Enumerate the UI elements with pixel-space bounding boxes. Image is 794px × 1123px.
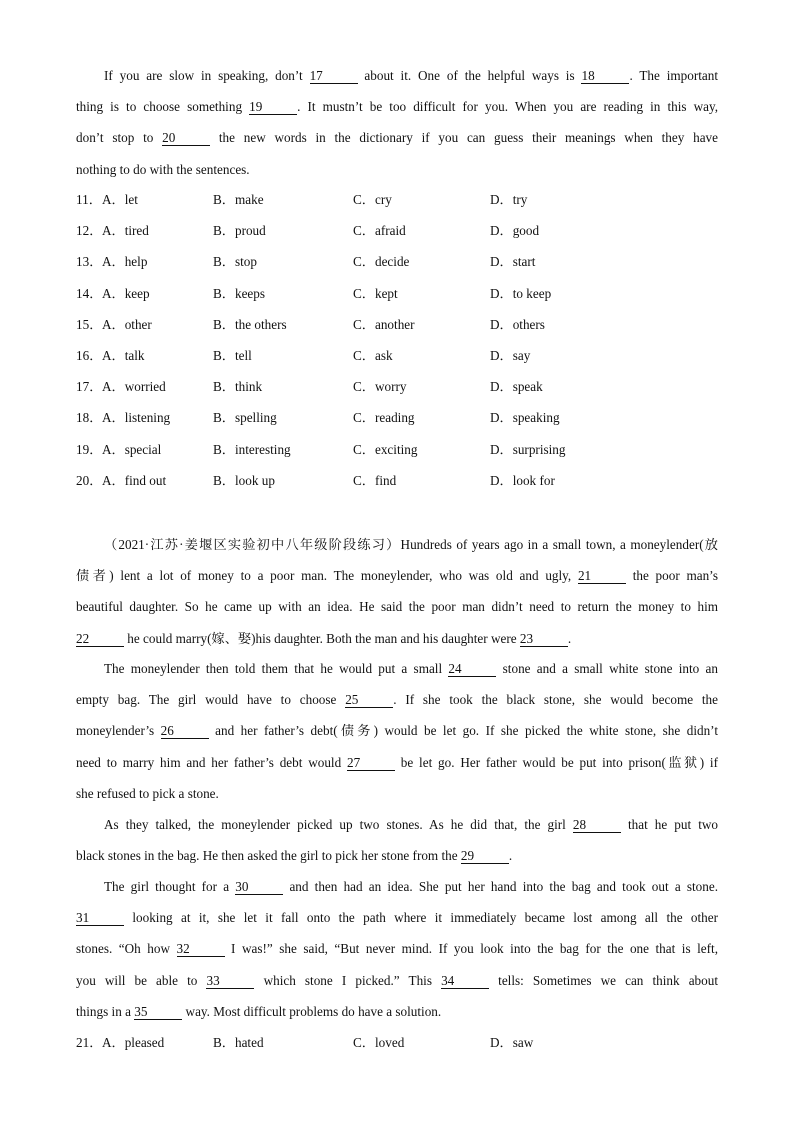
passage-line — [76, 154, 718, 185]
option-c[interactable]: C．cry — [353, 192, 392, 207]
passage-line — [76, 653, 718, 684]
option-c[interactable]: C．find — [353, 472, 397, 488]
answer-blank[interactable]: 18 — [581, 69, 629, 84]
passage-line — [76, 902, 718, 933]
answer-blank[interactable]: 33 — [206, 974, 254, 989]
passage-text: nothing to do with the sentences. — [76, 161, 250, 177]
option-b[interactable]: B．stop — [213, 254, 257, 270]
option-c[interactable]: C．afraid — [353, 223, 406, 239]
passage-text: and then had an idea. She put her hand into the bag and took out a stone. — [283, 879, 718, 894]
passage-line — [76, 840, 718, 871]
passage-text: about it. One of the helpful ways is — [357, 68, 582, 83]
passage-text: The moneylender then told them that he would put a small — [104, 661, 449, 676]
question-number: 16． — [76, 348, 103, 363]
answer-blank[interactable]: 34 — [441, 974, 489, 989]
answer-blank[interactable]: 28 — [573, 818, 621, 833]
answer-blank[interactable]: 24 — [448, 662, 496, 677]
passage-text: and her father’s debt(债务) would be let go. If she picked the white stone, she didn’t — [208, 723, 718, 739]
passage-line — [76, 623, 718, 654]
passage-line — [76, 122, 718, 153]
option-d[interactable]: D．to keep — [490, 285, 552, 301]
passage-text: moneylender’s — [76, 723, 161, 739]
option-b[interactable]: B．hated — [213, 1035, 264, 1050]
passage-text: I was!” she said, “But never mind. If you look into the bag for the one that is left, — [224, 941, 718, 957]
passage-text: The girl thought for a — [104, 879, 236, 894]
passage-text: stone and a small white stone into an — [496, 661, 718, 676]
option-d[interactable]: D．saw — [490, 1035, 534, 1050]
passage-text: he could marry(嫁、娶)his daughter. Both the man and his daughter were — [124, 630, 520, 646]
passage-text: things in a — [76, 1003, 135, 1019]
passage-line — [76, 778, 718, 809]
passage-2-para-1 — [76, 529, 718, 654]
answer-blank[interactable]: 23 — [520, 632, 568, 647]
passage-2-para-2 — [76, 653, 718, 809]
passage-text: . — [567, 630, 572, 646]
question-number: 15． — [76, 316, 103, 332]
passage-text: （2021·江苏·姜堰区实验初中八年级阶段练习）Hundreds of years ago in a small town, a moneylender(放 — [104, 537, 718, 552]
answer-blank[interactable]: 32 — [177, 942, 225, 957]
option-d[interactable]: D．look for — [490, 472, 555, 488]
answer-blank[interactable]: 30 — [235, 880, 283, 895]
option-a[interactable]: A．talk — [102, 348, 145, 363]
question-number: 17． — [76, 379, 103, 395]
passage-text: black stones in the bag. He then asked the girl to pick her stone from the — [76, 848, 461, 864]
passage-text: As they talked, the moneylender picked up two stones. As he did that, the girl — [104, 817, 573, 832]
option-a[interactable]: A．find out — [102, 472, 167, 488]
passage-text: . — [508, 848, 513, 864]
passage-text: . The important — [629, 68, 719, 83]
passage-text: stones. “Oh how — [76, 941, 177, 957]
answer-blank[interactable]: 21 — [578, 569, 626, 584]
option-c[interactable]: C．decide — [353, 254, 410, 270]
passage-text: which stone I picked.” This — [254, 972, 442, 988]
answer-blank[interactable]: 35 — [134, 1005, 182, 1020]
answer-blank[interactable]: 26 — [161, 724, 209, 739]
passage-2-para-3 — [76, 809, 718, 871]
passage-text: beautiful daughter. So he came up with an idea. He said the poor man didn’t need to return the money to him — [76, 599, 718, 615]
question-number: 18． — [76, 410, 103, 426]
passage-text: tells: Sometimes we can think about — [489, 972, 719, 988]
question-number: 14． — [76, 285, 103, 301]
question-number: 20． — [76, 472, 103, 488]
passage-text: need to marry him and her father’s debt would — [76, 754, 347, 770]
option-b[interactable]: B．tell — [213, 348, 252, 363]
option-a[interactable]: A．worried — [102, 379, 166, 395]
answer-blank[interactable]: 29 — [461, 849, 509, 864]
passage-text: that he put two — [620, 817, 718, 832]
option-c[interactable]: C．exciting — [353, 441, 418, 457]
question-number: 13． — [76, 254, 103, 270]
passage-line — [76, 60, 718, 91]
passage-text: the new words in the dictionary if you can guess their meanings when they have — [210, 130, 718, 146]
option-d[interactable]: D．say — [490, 348, 531, 363]
option-a[interactable]: A．help — [102, 254, 148, 270]
option-a[interactable]: A．let — [102, 192, 138, 207]
passage-text: If you are slow in speaking, don’t — [104, 68, 310, 83]
option-d[interactable]: D．try — [490, 192, 528, 207]
answer-blank[interactable]: 31 — [76, 911, 124, 926]
option-b[interactable]: B．the others — [213, 316, 287, 332]
question-number: 12． — [76, 223, 103, 239]
option-d[interactable]: D．speak — [490, 379, 543, 395]
option-c[interactable]: C．another — [353, 316, 415, 332]
answer-blank[interactable]: 27 — [347, 756, 395, 771]
passage-line — [76, 996, 718, 1027]
passage-line — [76, 591, 718, 622]
passage-line — [76, 933, 718, 964]
option-d[interactable]: D．others — [490, 316, 545, 332]
option-b[interactable]: B．think — [213, 379, 263, 395]
option-b[interactable]: B．keeps — [213, 285, 266, 301]
option-a[interactable]: A．other — [102, 316, 152, 332]
option-a[interactable]: A．tired — [102, 223, 149, 239]
passage-text: . If she took the black stone, she would become the — [393, 692, 718, 708]
passage-text: . It mustn’t be too difficult for you. When you are reading in this way, — [297, 99, 718, 115]
option-c[interactable]: C．reading — [353, 410, 415, 426]
option-d[interactable]: D．surprising — [490, 441, 566, 457]
answer-blank[interactable]: 20 — [162, 131, 210, 146]
option-c[interactable]: C．worry — [353, 379, 407, 395]
answer-blank[interactable]: 22 — [76, 632, 124, 647]
passage-line — [76, 965, 718, 996]
passage-text: looking at it, she let it fall onto the path where it immediately became lost among all the other — [124, 910, 718, 926]
passage-text: don’t stop to — [76, 130, 163, 146]
question-number: 11． — [76, 192, 102, 207]
answer-blank[interactable]: 25 — [345, 693, 393, 708]
option-d[interactable]: D．start — [490, 254, 536, 270]
option-a[interactable]: A．special — [102, 441, 162, 457]
passage-text: be let go. Her father would be put into prison(监狱) if — [395, 754, 718, 770]
option-c[interactable]: C．kept — [353, 285, 398, 301]
passage-line — [76, 529, 718, 560]
option-c[interactable]: C．ask — [353, 348, 393, 363]
passage-line — [76, 560, 718, 591]
option-b[interactable]: B．spelling — [213, 410, 277, 426]
option-a[interactable]: A．pleased — [102, 1035, 165, 1050]
question-number: 21． — [76, 1035, 103, 1050]
passage-text: empty bag. The girl would have to choose — [76, 692, 346, 708]
passage-line — [76, 715, 718, 746]
passage-line — [76, 684, 718, 715]
passage-text: she refused to pick a stone. — [76, 785, 219, 801]
passage-line — [76, 871, 718, 902]
passage-text: way. Most difficult problems do have a solution. — [182, 1003, 442, 1019]
option-a[interactable]: A．keep — [102, 285, 150, 301]
passage-text: the poor man’s — [625, 568, 718, 584]
option-b[interactable]: B．make — [213, 192, 264, 207]
option-d[interactable]: D．good — [490, 223, 540, 239]
passage-line — [76, 809, 718, 840]
passage-line — [76, 91, 718, 122]
passage-text: you will be able to — [76, 972, 207, 988]
option-b[interactable]: B．interesting — [213, 441, 291, 457]
passage-2-para-4 — [76, 871, 718, 1027]
answer-blank[interactable]: 17 — [310, 69, 358, 84]
passage-1 — [76, 60, 718, 185]
option-b[interactable]: B．proud — [213, 223, 266, 239]
option-a[interactable]: A．listening — [102, 410, 171, 426]
option-d[interactable]: D．speaking — [490, 410, 560, 426]
passage-text: thing is to choose something — [76, 99, 250, 115]
answer-blank[interactable]: 19 — [249, 100, 297, 115]
option-c[interactable]: C．loved — [353, 1035, 405, 1050]
option-b[interactable]: B．look up — [213, 472, 275, 488]
passage-text: 债者) lent a lot of money to a poor man. The moneylender, who was old and ugly, — [76, 568, 578, 584]
question-number: 19． — [76, 441, 103, 457]
passage-line — [76, 747, 718, 778]
